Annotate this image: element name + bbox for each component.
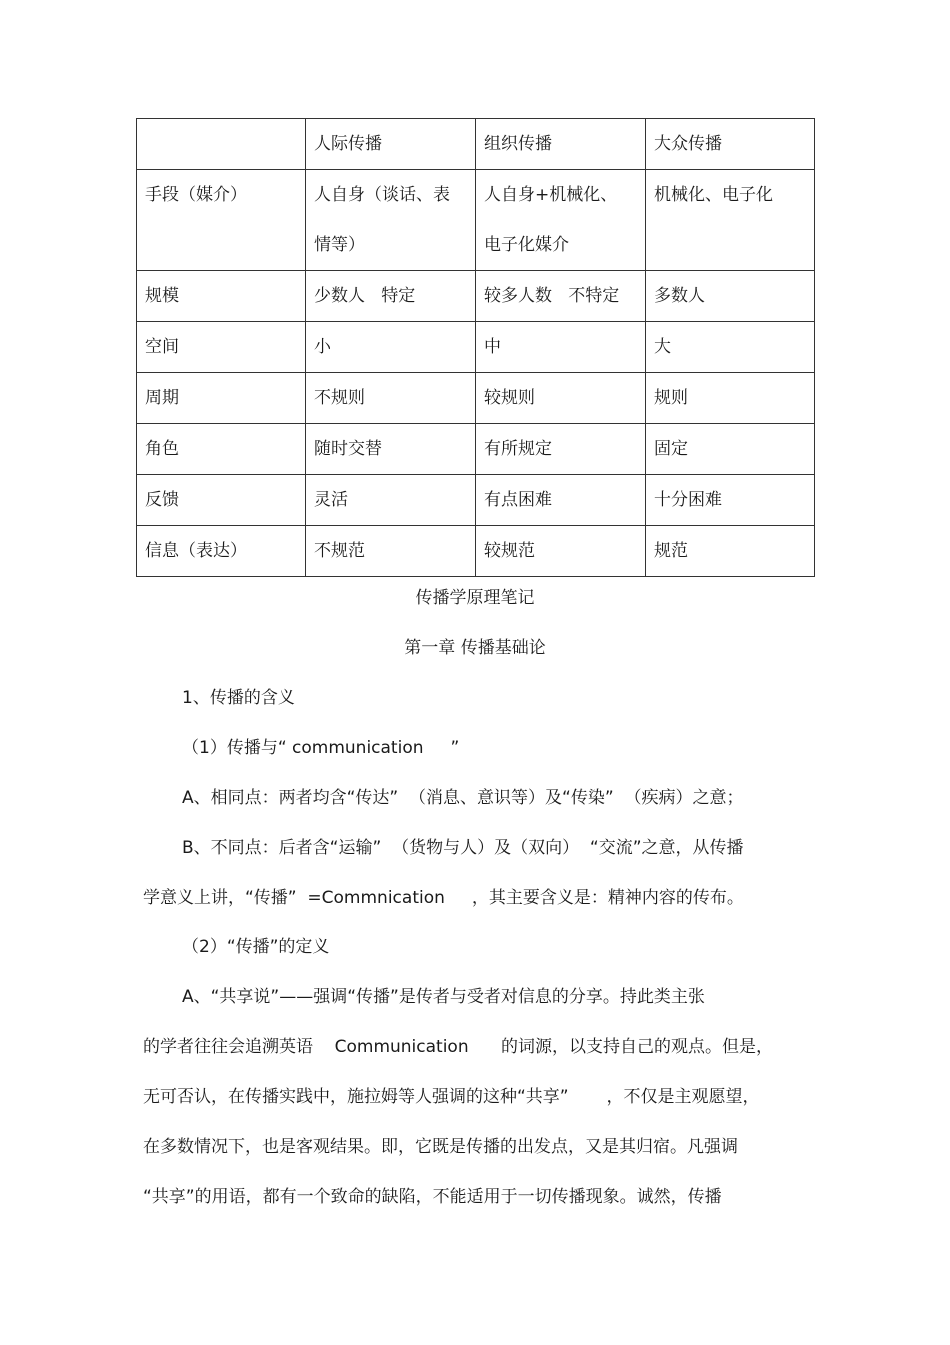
table-header-row	[137, 119, 815, 170]
document-title: 传播学原理笔记	[415, 588, 535, 608]
table-header-cell	[137, 119, 306, 170]
table-cell: 中	[476, 322, 646, 373]
table-cell: 不规则	[306, 373, 476, 424]
table-cell: 十分困难	[646, 475, 815, 526]
table-cell: 信息（表达）	[137, 526, 306, 577]
table-header-cell: 人际传播	[306, 119, 476, 170]
table-cell: 人自身+机械化、 电子化媒介	[476, 170, 646, 271]
table-cell: 有点困难	[476, 475, 646, 526]
subsection-heading: （1）传播与“ communication ”	[182, 738, 460, 758]
table-cell: 大	[646, 322, 815, 373]
table-cell: 机械化、电子化	[646, 170, 815, 271]
table-cell: 手段（媒介）	[137, 170, 306, 271]
table-cell: 角色	[137, 424, 306, 475]
table-row	[137, 424, 815, 475]
paragraph-line: B、不同点：后者含“运输” （货物与人）及（双向） “交流”之意，从传播	[182, 838, 744, 858]
table-cell: 随时交替	[306, 424, 476, 475]
paragraph-line: 的学者往往会追溯英语 Communication 的词源，以支持自己的观点。但是，	[143, 1037, 774, 1057]
table-cell: 有所规定	[476, 424, 646, 475]
paragraph-line: “共享”的用语，都有一个致命的缺陷，不能适用于一切传播现象。诚然，传播	[143, 1187, 722, 1207]
table-row	[137, 475, 815, 526]
table-cell: 反馈	[137, 475, 306, 526]
subsection-heading: （2）“传播”的定义	[182, 937, 330, 957]
paragraph-line: 无可否认，在传播实践中，施拉姆等人强调的这种“共享” ，不仅是主观愿望，	[143, 1087, 760, 1107]
table-cell: 灵活	[306, 475, 476, 526]
table-cell: 周期	[137, 373, 306, 424]
table-cell: 较多人数 不特定	[476, 271, 646, 322]
table-row	[137, 526, 815, 577]
section-heading: 1、传播的含义	[182, 688, 295, 708]
paragraph-line: 在多数情况下，也是客观结果。即，它既是传播的出发点，又是其归宿。凡强调	[143, 1137, 738, 1157]
table-cell: 较规范	[476, 526, 646, 577]
table-row	[137, 322, 815, 373]
table-cell: 少数人 特定	[306, 271, 476, 322]
comparison-table	[136, 118, 815, 577]
paragraph-line: A、相同点：两者均含“传达” （消息、意识等）及“传染” （疾病）之意；	[182, 788, 744, 808]
paragraph-line: 学意义上讲，“传播” =Commnication ，其主要含义是：精神内容的传布。	[143, 888, 744, 908]
table-row	[137, 170, 815, 271]
table-cell: 固定	[646, 424, 815, 475]
table-cell: 较规则	[476, 373, 646, 424]
table-cell: 小	[306, 322, 476, 373]
table-cell: 多数人	[646, 271, 815, 322]
table-cell: 规范	[646, 526, 815, 577]
table-cell: 规则	[646, 373, 815, 424]
table-cell: 不规范	[306, 526, 476, 577]
table-cell: 空间	[137, 322, 306, 373]
table-header-cell: 组织传播	[476, 119, 646, 170]
table-row	[137, 271, 815, 322]
table-row	[137, 373, 815, 424]
paragraph-line: A、“共享说”——强调“传播”是传者与受者对信息的分享。持此类主张	[182, 987, 705, 1007]
table-cell: 规模	[137, 271, 306, 322]
chapter-heading: 第一章 传播基础论	[404, 638, 546, 658]
table-cell: 人自身（谈话、表 情等）	[306, 170, 476, 271]
table-header-cell: 大众传播	[646, 119, 815, 170]
